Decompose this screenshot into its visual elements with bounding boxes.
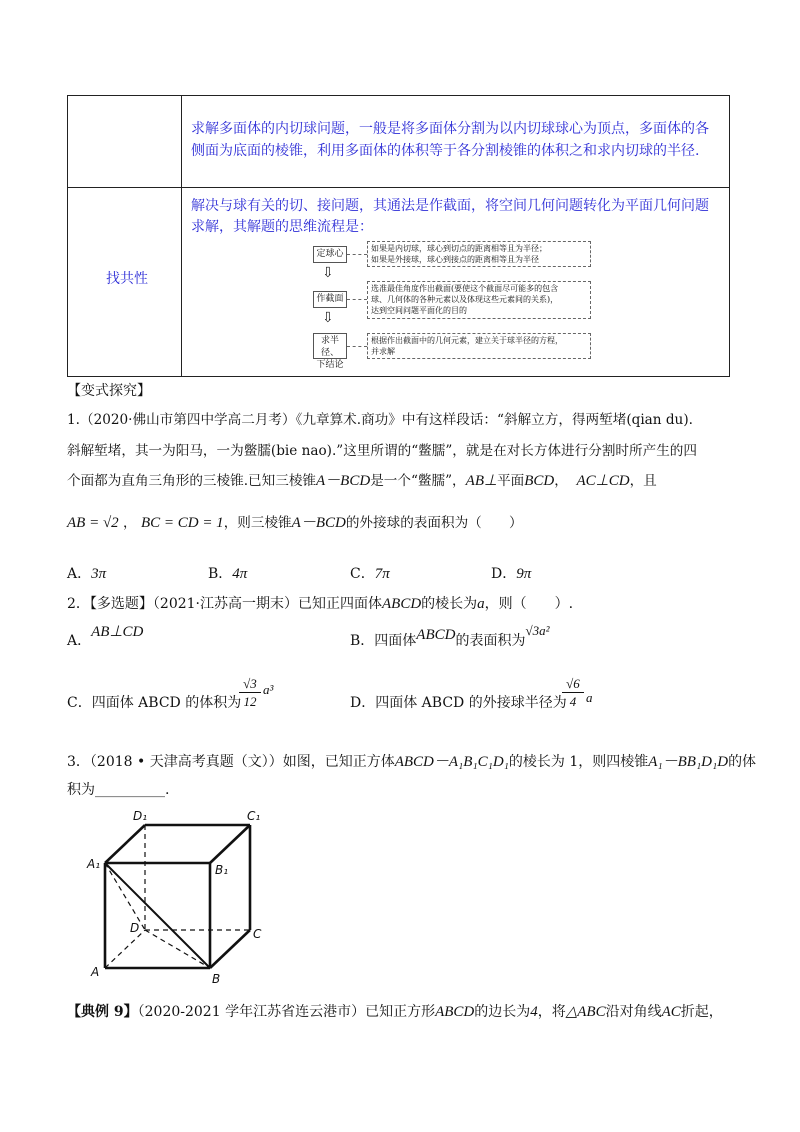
example9-text-1: （2020-2021 学年江苏省连云港市）已知正方形 [137, 1004, 436, 1020]
q1-option-a[interactable] [67, 563, 106, 585]
flow-note-3-line2: 并求解 [371, 347, 395, 356]
q1-option-c-value: 7π [374, 566, 390, 582]
example9-line [67, 1001, 723, 1023]
flow-step-1: 定球心 [313, 246, 347, 263]
q2-option-b-label: B．四面体 [350, 633, 417, 649]
section-title: 【变式探究】 [67, 383, 151, 399]
example9-text-4: 沿对角线 [605, 1004, 662, 1020]
flow-step-3-line1: 求半径、 [320, 336, 339, 358]
flow-step-3-line2: 下结论 [316, 360, 344, 370]
q1-option-b-label: B． [208, 566, 233, 582]
q1-line3-text-b: 是一个“鳖臑”， [370, 473, 466, 489]
edge-a1-d1 [105, 825, 145, 863]
q2-option-b[interactable] [350, 623, 550, 652]
q1-line3-text-c: 平面 [497, 473, 525, 489]
label-d1: D₁ [133, 809, 148, 823]
q1-math-ac-perp: AC⊥CD [576, 473, 630, 489]
example9-math-triangle: △ABC [565, 1004, 606, 1020]
label-c: C [253, 927, 262, 941]
flow-note-1 [367, 241, 591, 267]
q2-option-a-math: AB⊥CD [91, 624, 144, 640]
connector-3 [347, 346, 367, 347]
q2-option-c-numerator: √3 [239, 676, 261, 693]
q1-option-b-value: 4π [232, 566, 248, 582]
row2-text-line1: 解决与球有关的切、接问题，其通法是作截面，将空间几何问题转化为平面几何问题 [191, 198, 709, 214]
example9-text-3: ，将 [537, 1004, 566, 1020]
flowchart [313, 241, 603, 371]
edge-b1-c1 [210, 825, 250, 863]
flow-step-3 [313, 333, 347, 370]
q2-option-c-denominator: 12 [243, 694, 257, 709]
q2-option-d-a: a [586, 690, 593, 705]
flow-note-1-line1: 如果是内切球，球心到切点的距离相等且为半径； [371, 244, 547, 253]
q1-option-d-value: 9π [516, 566, 532, 582]
cube-figure [85, 808, 275, 990]
label-b: B [212, 972, 221, 986]
example9-text-5: 折起， [680, 1004, 723, 1020]
example9-math-4: 4 [530, 1004, 538, 1020]
q2-option-b-text: 的表面积为 [455, 633, 526, 649]
q3-math-pyramid: A₁－BB₁D₁D [648, 754, 729, 770]
flow-note-3 [367, 333, 591, 359]
q1-math-ab-value: AB = √2 [67, 515, 119, 531]
q2-option-d-numerator: √6 [562, 676, 584, 693]
q1-option-c-label: C． [350, 566, 375, 582]
q2-option-d-text: D．四面体 ABCD 的外接球半径为 [350, 695, 567, 711]
q1-option-a-value: 3π [91, 566, 107, 582]
q1-math-bc-cd: BC = CD = 1 [140, 515, 224, 531]
q2-option-a-label: A． [67, 633, 92, 649]
label-d: D [130, 921, 140, 935]
q1-line4-text-c: 的外接球的表面积为（ ） [345, 515, 523, 531]
q2-option-d-denominator: 4 [569, 694, 577, 709]
row2-text-line2: 求解，其解题的思维流程是： [191, 219, 373, 235]
label-a: A [91, 965, 100, 979]
q2-line1-text-c: ，则（ ）. [484, 596, 574, 612]
label-b1: B₁ [215, 863, 229, 877]
q1-line3 [67, 470, 657, 492]
q2-option-a[interactable] [67, 624, 144, 652]
row2-label: 找共性 [106, 271, 148, 287]
row1-text-line1: 求解多面体的内切球问题，一般是将多面体分割为以内切球球心为顶点，多面体的各 [191, 121, 709, 137]
q2-line1-text-a: 2．【多选题】（2021·江苏高一期末）已知正四面体 [67, 596, 382, 612]
q1-option-d[interactable] [491, 563, 531, 585]
flow-note-2-line1: 选准最佳角度作出截面(要使这个截面尽可能多的包含 [371, 284, 559, 293]
q1-line2: 斜解堑堵，其一为阳马，一为鳖臑(bie nao).”这里所谓的“鳖臑”，就是在对长方体进行分割时所产生的四 [67, 443, 697, 459]
q1-option-a-label: A． [67, 566, 92, 582]
flow-step-2: 作截面 [313, 291, 347, 308]
q1-option-c[interactable] [350, 563, 390, 585]
q3-line1-text-c: 的体 [728, 754, 757, 770]
example9-math-ac: AC [661, 1004, 681, 1020]
q3-line1 [67, 751, 756, 773]
flow-note-1-line2: 如果是外接球，球心到接点的距离相等且为半径 [371, 255, 539, 264]
q1-option-b[interactable] [208, 563, 247, 585]
flow-note-2-line2: 球、几何体的各种元素以及体现这些元素间的关系)， [371, 295, 559, 304]
example9-text-2: 的边长为 [474, 1004, 531, 1020]
q2-option-b-value: √3a² [525, 623, 550, 638]
q1-line3-text-e: ，且 [629, 473, 657, 489]
label-c1: C₁ [247, 809, 261, 823]
q1-line4-text-b: ，则三棱锥 [223, 515, 292, 531]
q1-line4 [67, 512, 523, 534]
table-divider-horizontal [68, 187, 729, 188]
q2-option-c-text: C．四面体 ABCD 的体积为 [67, 695, 242, 711]
hidden-edge-a-d [105, 930, 145, 968]
connector-1 [347, 254, 367, 255]
q1-math-pyramid-2: A－BCD [291, 515, 346, 531]
connector-2 [347, 299, 367, 300]
q1-math-plane: BCD [524, 473, 555, 489]
row1-text-line2: 侧面为底面的棱锥，利用多面体的体积等于各分割棱锥的体积之和求内切球的半径. [191, 143, 700, 159]
q2-line1-text-b: 的棱长为 [421, 596, 478, 612]
q1-line4-text-a: ， [123, 515, 137, 531]
label-a1: A₁ [87, 857, 101, 871]
q3-line1-text-a: 3．（2018 • 天津高考真题（文））如图，已知正方体 [67, 754, 395, 770]
flow-note-3-line1: 根据作出截面中的几何元素，建立关于球半径的方程， [371, 336, 563, 345]
flow-note-2 [367, 281, 591, 319]
arrow-down-icon: ⇩ [322, 310, 334, 326]
q2-option-c-power: a³ [263, 682, 274, 697]
edge-b-c [210, 930, 250, 968]
flow-note-2-line3: 达到空间问题平面化的目的 [371, 306, 467, 315]
q3-line1-text-b: 的棱长为 1，则四棱锥 [508, 754, 649, 770]
q1-line3-text-a: 个面都为直角三角形的三棱锥.已知三棱锥 [67, 473, 317, 489]
arrow-down-icon: ⇩ [322, 265, 334, 281]
q1-math-pyramid: A－BCD [316, 473, 371, 489]
q2-math-a: a [477, 596, 485, 612]
q1-line1: 1.（2020·佛山市第四中学高二月考）《九章算术.商功》中有这样段话：“斜解立方，得两堑堵(qian du). [67, 412, 693, 428]
q1-option-d-label: D． [491, 566, 517, 582]
q2-math-abcd: ABCD [382, 596, 422, 612]
method-table [67, 95, 730, 377]
table-divider-vertical [181, 96, 182, 376]
q1-math-ab-perp: AB⊥ [465, 473, 498, 489]
example9-tag: 【典例 9】 [67, 1004, 138, 1020]
q3-line2: 积为__________. [67, 782, 170, 798]
q1-line3-text-d: ， [554, 473, 568, 489]
q2-option-b-math: ABCD [416, 627, 456, 643]
example9-math-abcd: ABCD [435, 1004, 475, 1020]
q2-line1 [67, 593, 573, 615]
q3-math-cube: ABCD－A₁B₁C₁D₁ [394, 754, 509, 770]
